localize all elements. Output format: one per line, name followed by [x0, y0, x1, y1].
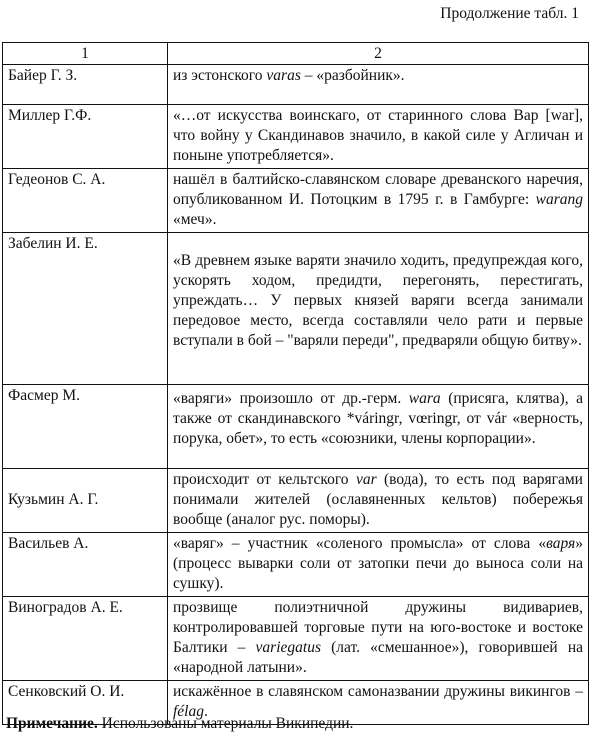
column-header-1: 1 [3, 43, 168, 65]
author-cell: Виноградов А. Е. [3, 597, 168, 681]
table-note [6, 714, 353, 734]
column-header-2: 2 [168, 43, 589, 65]
etymology-cell [168, 105, 589, 169]
etymology-cell [168, 233, 589, 385]
table-row [3, 469, 589, 533]
etymology-cell [168, 469, 589, 533]
author-cell: Васильев А. [3, 533, 168, 597]
italic-term: varas [266, 67, 301, 84]
italic-term: félag [173, 703, 204, 720]
text-fragment: «В древнем языке варяти значило ходить, предупреждая кого, ускорять ходом, предидти, перегонять, перестигать, упреждать… У первых князей варяги всегда занимали передовое место, всегда составляли чело рати и первые вступали в бой – "варяли переди", предваряли общую битву». [173, 252, 583, 349]
text-fragment: «…от искусства воинскаго, от старинного слова Вар [war], что войну у Скандинавов значило, в какой силе у Агличан и поныне употребляется». [173, 107, 583, 164]
table-row [3, 105, 589, 169]
text-fragment: . [204, 703, 208, 720]
table-row [3, 533, 589, 597]
italic-term: warang [535, 191, 583, 208]
etymology-cell [168, 597, 589, 681]
text-fragment: » (процесс выварки соли от затопки печи до выноса соли на сушку). [173, 535, 583, 592]
note-label: Примечание. [6, 715, 98, 732]
text-fragment: – «разбойник». [300, 67, 405, 84]
author-cell: Фасмер М. [3, 385, 168, 469]
italic-term: variegatus [255, 639, 321, 656]
text-fragment: (вода), то есть под варягами понимали жителей (ославяненных кельтов) побережья вообще (аналог рус. поморы). [173, 471, 583, 528]
table-caption: Продолжение табл. 1 [440, 5, 579, 22]
author-cell: Байер Г. З. [3, 65, 168, 105]
text-fragment: происходит от кельтского [173, 471, 356, 488]
author-cell: Сенковский О. И. [3, 681, 168, 725]
text-fragment: (лат. «смешанное»), говорившей на «народной латыни». [173, 639, 583, 676]
text-fragment: прозвище полиэтничной дружины видивариев, контролировавшей торговые пути на юго-востоке и востоке Балтики – [173, 599, 583, 656]
text-fragment: искажённое в славянском самоназвании дружины викингов – [173, 683, 583, 700]
table-row [3, 169, 589, 233]
table-row [3, 597, 589, 681]
text-fragment: (присяга, клятва), а также от скандинавского *váringr, vœringr, от vár «верность, порука, обет», то есть «союзники, члены корпорации». [173, 390, 584, 447]
table-row [3, 385, 589, 469]
italic-term: var [355, 471, 377, 488]
table-row [3, 233, 589, 385]
author-cell: Миллер Г.Ф. [3, 105, 168, 169]
etymology-cell [168, 533, 589, 597]
etymology-table [2, 42, 589, 725]
author-cell: Забелин И. Е. [3, 233, 168, 385]
text-fragment: «варяг» – участник «соленого промысла» от слова « [173, 535, 547, 552]
author-cell: Кузьмин А. Г. [3, 469, 168, 533]
author-cell: Гедеонов С. А. [3, 169, 168, 233]
text-fragment: нашёл в балтийско-славянском словаре древанского наречия, опубликованном И. Потоцким в 1795 г. в Гамбурге: [173, 171, 583, 208]
text-fragment: из эстонского [173, 67, 267, 84]
etymology-cell [168, 385, 589, 469]
note-text: Использованы материалы Википедии. [97, 715, 354, 732]
italic-term: wara [408, 390, 441, 407]
italic-term: варя [546, 535, 576, 552]
text-fragment: «меч». [173, 211, 217, 228]
text-fragment: «варяги» произошло от др.-герм. [173, 390, 409, 407]
etymology-cell [168, 65, 589, 105]
table-header-row [3, 43, 589, 65]
etymology-cell [168, 169, 589, 233]
table-row [3, 65, 589, 105]
